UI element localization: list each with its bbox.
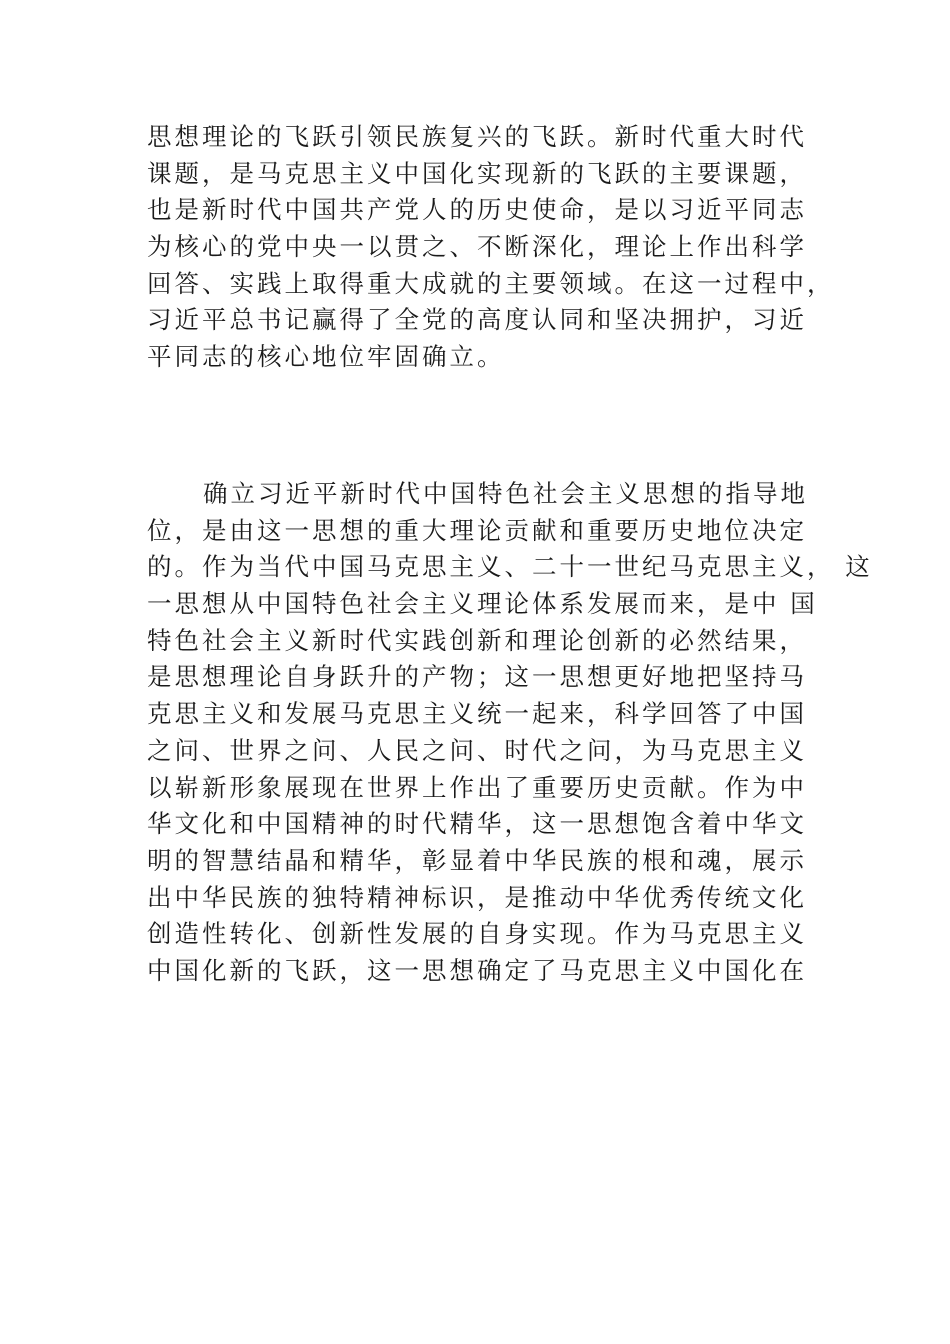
text-line: 思想理论的飞跃引领民族复兴的飞跃。新时代重大时代 <box>147 122 807 151</box>
text-line: 创造性转化、创新性发展的自身实现。作为马克思主义 <box>147 919 807 949</box>
text-line: 课题，是马克思主义中国化实现新的飞跃的主要课题， <box>147 158 807 188</box>
text-line: 之问、世界之问、人民之问、时代之问，为马克思主义 <box>147 735 807 765</box>
paragraph-1 <box>147 119 847 376</box>
text-line: 确立习近平新时代中国特色社会主义思想的指导地 <box>203 479 808 508</box>
text-line: 中国化新的飞跃，这一思想确定了马克思主义中国化在 <box>147 955 807 985</box>
text-line: 回答、实践上取得重大成就的主要领域。在这一过程中， <box>147 268 835 298</box>
text-line: 也是新时代中国共产党人的历史使命，是以习近平同志 <box>147 195 807 225</box>
text-line: 以崭新形象展现在世界上作出了重要历史贡献。作为中 <box>147 772 807 802</box>
text-line: 特色社会主义新时代实践创新和理论创新的必然结果， <box>147 625 807 655</box>
paragraph-2 <box>147 476 873 990</box>
text-line: 一思想从中国特色社会主义理论体系发展而来，是中 国 <box>147 589 818 619</box>
text-line: 的。作为当代中国马克思主义、二十一世纪马克思主义， 这 <box>147 552 873 582</box>
text-line: 华文化和中国精神的时代精华，这一思想饱含着中华文 <box>147 809 807 839</box>
text-line: 位，是由这一思想的重大理论贡献和重要历史地位决定 <box>147 515 807 545</box>
text-line: 是思想理论自身跃升的产物；这一思想更好地把坚持马 <box>147 662 807 692</box>
text-line: 明的智慧结晶和精华，彰显着中华民族的根和魂，展示 <box>147 845 807 875</box>
text-line: 克思主义和发展马克思主义统一起来，科学回答了中国 <box>147 699 807 729</box>
text-line: 为核心的党中央一以贯之、不断深化，理论上作出科学 <box>147 232 807 262</box>
text-line: 习近平总书记赢得了全党的高度认同和坚决拥护，习近 <box>147 305 807 335</box>
text-line: 出中华民族的独特精神标识，是推动中华优秀传统文化 <box>147 882 807 912</box>
text-line: 平同志的核心地位牢固确立。 <box>147 342 505 372</box>
